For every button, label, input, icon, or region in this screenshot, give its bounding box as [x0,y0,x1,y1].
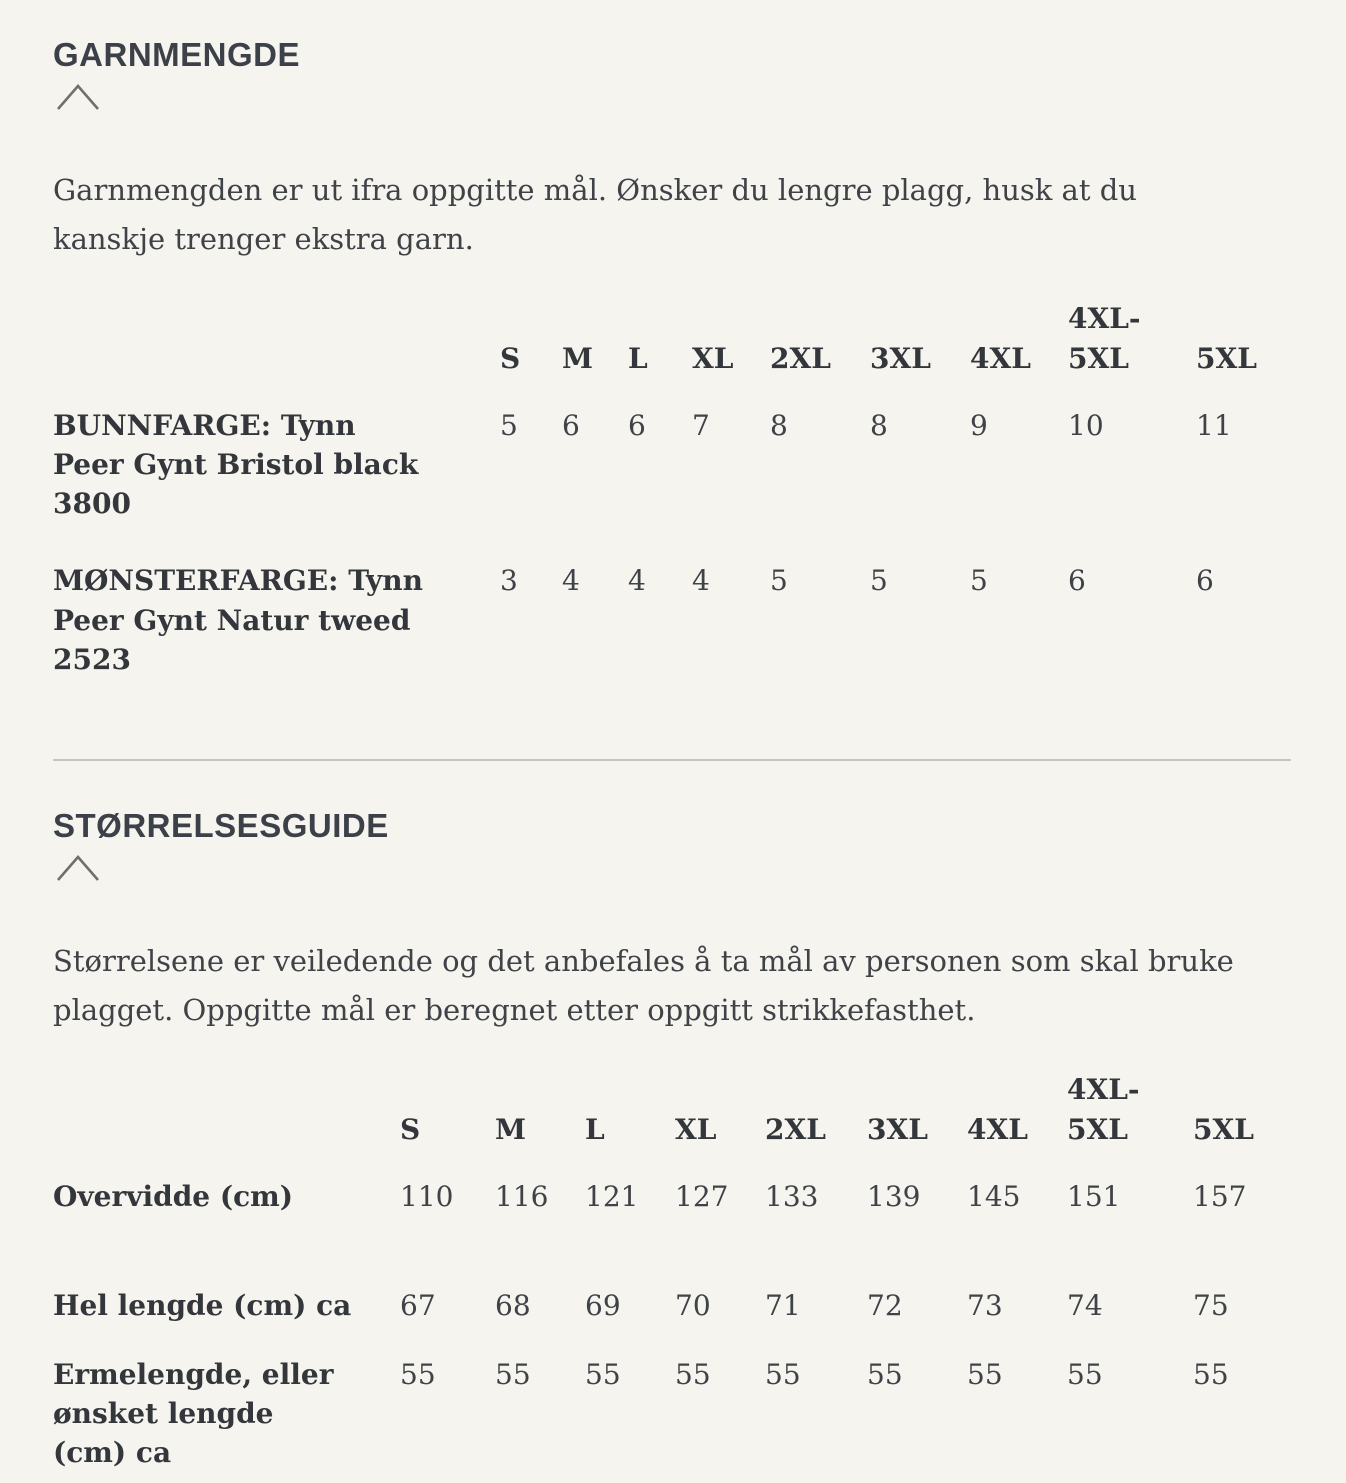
empty-header-cell [53,299,500,406]
yarn-value-cell: 6 [628,408,646,442]
size-column-header: L [585,1113,605,1147]
size-column-header: M [562,342,593,376]
yarn-value-cell: 4 [562,564,580,598]
yarn-value-cell: 3 [500,564,518,598]
garnmengde-description: Garnmengden er ut ifra oppgitte mål. Ønsker du lengre plagg, husk at du kanskje trenger ekstra garn. [53,173,1137,257]
yarn-value-cell: 8 [870,408,888,442]
collapse-garnmengde-button[interactable] [55,82,101,112]
measure-value-cell: 55 [765,1358,801,1392]
measure-value-cell: 55 [675,1358,711,1392]
row-label: BUNNFARGE: Tynn Peer Gynt Bristol black 3800 [53,408,419,521]
yarn-value-cell: 6 [1196,564,1214,598]
size-header-row [53,1070,1293,1177]
measure-value-cell: 55 [1193,1358,1229,1392]
section-storrelsesguide [53,807,1293,1483]
yarn-value-cell: 10 [1068,408,1104,442]
yarn-value-cell: 4 [692,564,710,598]
measure-value-cell: 55 [867,1358,903,1392]
storrelsesguide-description: Størrelsene er veiledende og det anbefales å ta mål av personen som skal bruke plagget. Oppgitte mål er beregnet etter oppgitt strikkefasthet. [53,943,1234,1028]
measure-value-cell: 70 [675,1288,711,1322]
yarn-value-cell: 6 [562,408,580,442]
yarn-value-cell: 8 [770,408,788,442]
table-row-bunnfarge [53,406,1293,562]
size-column-header: 3XL [870,342,931,376]
measure-value-cell: 73 [967,1288,1003,1322]
measure-value-cell: 55 [400,1358,436,1392]
size-column-header: 5XL [1193,1113,1254,1147]
measure-value-cell: 110 [400,1179,454,1213]
measure-value-cell: 121 [585,1179,639,1213]
section-title-garnmengde: GARNMENGDE [53,36,301,73]
measure-value-cell: 151 [1067,1179,1121,1213]
yarn-value-cell: 11 [1196,408,1232,442]
table-row-monsterfarge [53,561,1293,717]
measure-value-cell: 139 [867,1179,921,1213]
table-row-ermelengde [53,1355,1293,1483]
measure-value-cell: 69 [585,1288,621,1322]
table-row-hel-lengde [53,1286,1293,1355]
yarn-value-cell: 5 [870,564,888,598]
size-column-header: 2XL [770,342,831,376]
measure-value-cell: 75 [1193,1288,1229,1322]
yarn-value-cell: 7 [692,408,710,442]
measure-value-cell: 71 [765,1288,801,1322]
yarn-value-cell: 5 [500,408,518,442]
size-column-header: M [495,1113,526,1147]
section-divider [53,759,1291,761]
size-column-header: L [628,342,648,376]
row-label: Overvidde (cm) [53,1179,294,1213]
measure-value-cell: 55 [585,1358,621,1392]
yarn-value-cell: 4 [628,564,646,598]
yarn-value-cell: 6 [1068,564,1086,598]
row-label: Hel lengde (cm) ca [53,1288,352,1322]
section-garnmengde [53,36,1293,717]
table-row-overvidde [53,1177,1293,1286]
yarn-value-cell: 5 [970,564,988,598]
measure-value-cell: 157 [1193,1179,1247,1213]
section-title-storrelsesguide: STØRRELSESGUIDE [53,806,389,844]
size-column-header: 2XL [765,1113,826,1147]
measure-value-cell: 67 [400,1288,436,1322]
measure-value-cell: 116 [495,1179,549,1213]
size-column-header: 4XL [967,1113,1028,1147]
measure-value-cell: 74 [1067,1288,1103,1322]
chevron-up-icon [55,871,101,886]
size-column-header: XL [692,342,734,376]
measure-value-cell: 127 [675,1179,729,1213]
yarn-value-cell: 5 [770,564,788,598]
size-column-header: 4XL-5XL [1067,1072,1140,1147]
size-column-header: 4XL [970,342,1031,376]
measure-value-cell: 145 [967,1179,1021,1213]
yarn-amount-table [53,299,1293,717]
size-column-header: 3XL [867,1113,928,1147]
size-column-header: 4XL-5XL [1068,301,1141,376]
empty-header-cell [53,1070,400,1177]
measure-value-cell: 55 [967,1358,1003,1392]
size-column-header: S [400,1113,421,1147]
measure-value-cell: 68 [495,1288,531,1322]
measure-value-cell: 55 [1067,1358,1103,1392]
yarn-value-cell: 9 [970,408,988,442]
measure-value-cell: 55 [495,1358,531,1392]
row-label: Ermelengde, eller ønsket lengde (cm) ca [53,1358,334,1470]
measure-value-cell: 133 [765,1179,819,1213]
size-header-row [53,299,1293,406]
row-label: MØNSTERFARGE: Tynn Peer Gynt Natur tweed 2523 [53,564,423,676]
size-guide-table [53,1070,1293,1483]
size-column-header: XL [675,1113,717,1147]
measure-value-cell: 72 [867,1288,903,1322]
size-column-header: S [500,342,521,376]
size-column-header: 5XL [1196,342,1257,376]
collapse-storrelsesguide-button[interactable] [55,853,101,883]
chevron-up-icon [55,100,101,115]
